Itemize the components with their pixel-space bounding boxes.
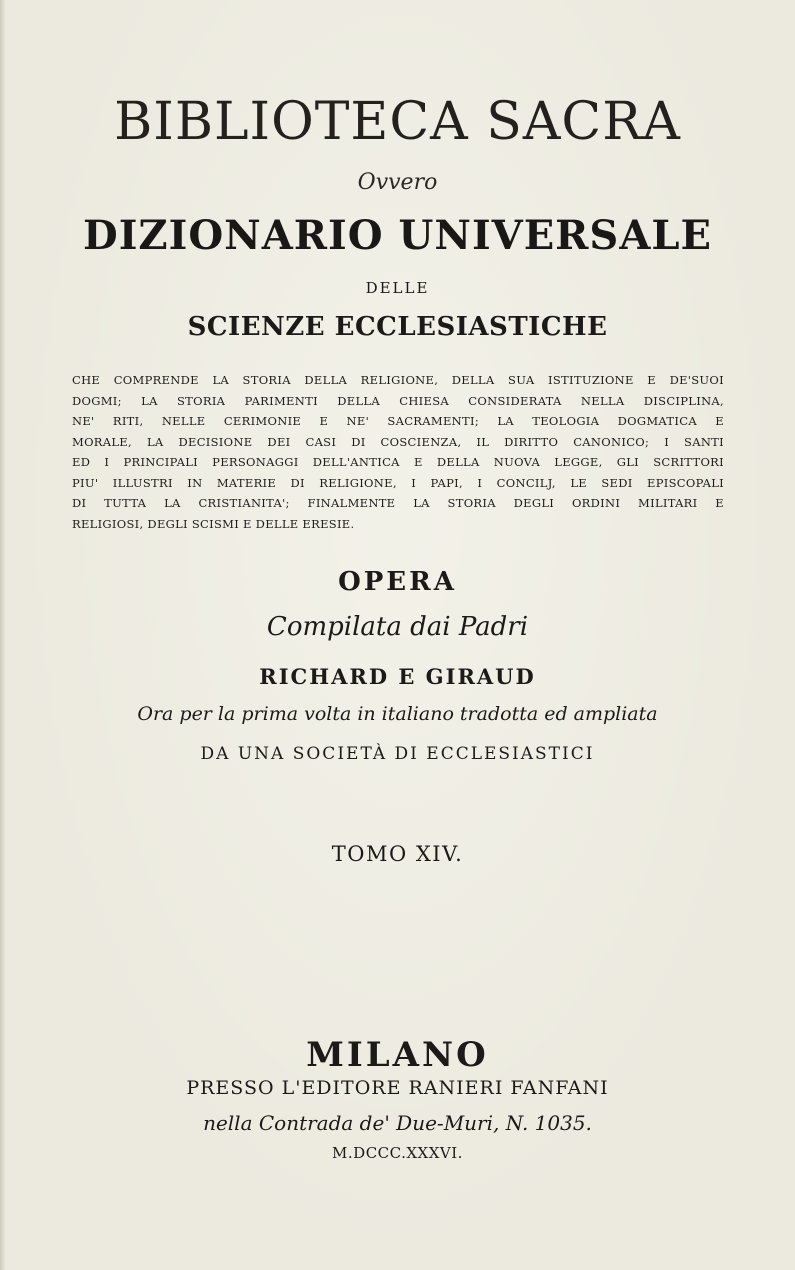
book-subtitle: DIZIONARIO UNIVERSALE [83,212,712,259]
publisher: PRESSO L'EDITORE RANIERI FANFANI [186,1077,609,1099]
description-line: ED I PRINCIPALI PERSONAGGI DELL'ANTICA E DELLA NUOVA LEGGE, GLI SCRITTORI [72,455,724,469]
authors: RICHARD E GIRAUD [259,664,536,689]
translation-note: Ora per la prima volta in italiano tradotta ed ampliata [137,703,658,725]
subject-heading: SCIENZE ECCLESIASTICHE [187,312,608,342]
description-line: DI TUTTA LA CRISTIANITA'; FINALMENTE LA STORIA DEGLI ORDINI MILITARI E [72,496,724,510]
description-line: PIU' ILLUSTRI IN MATERIE DI RELIGIONE, I PAPI, I CONCILJ, LE SEDI EPISCOPALI [72,475,724,490]
description-line: DOGMI; LA STORIA PARIMENTI DELLA CHIESA CONSIDERATA NELLA DISCIPLINA, [72,393,724,408]
translator-society: DA UNA SOCIETÀ DI ECCLESIASTICI [200,744,595,764]
description-block [72,370,724,534]
opera-heading: OPERA [338,567,457,597]
publication-year: M.DCCC.XXXVI. [332,1144,463,1162]
description-line: NE' RITI, NELLE CERIMONIE E NE' SACRAMENTI; LA TEOLOGIA DOGMATICA E [72,414,724,428]
ovvero-connector: Ovvero [357,170,438,195]
delle-connector: DELLE [365,279,430,297]
publication-city: MILANO [306,1035,489,1075]
compiled-by: Compilata dai Padri [266,612,529,642]
description-line: RELIGIOSI, DEGLI SCISMI E DELLE ERESIE. [72,516,355,531]
volume-number: TOMO XIV. [331,842,464,866]
publisher-address: nella Contrada de' Due-Muri, N. 1035. [203,1111,592,1135]
book-title: BIBLIOTECA SACRA [114,92,681,152]
description-line: MORALE, LA DECISIONE DEI CASI DI COSCIENZA, IL DIRITTO CANONICO; I SANTI [72,434,724,449]
description-line: CHE COMPRENDE LA STORIA DELLA RELIGIONE, DELLA SUA ISTITUZIONE E DE'SUOI [72,373,724,387]
